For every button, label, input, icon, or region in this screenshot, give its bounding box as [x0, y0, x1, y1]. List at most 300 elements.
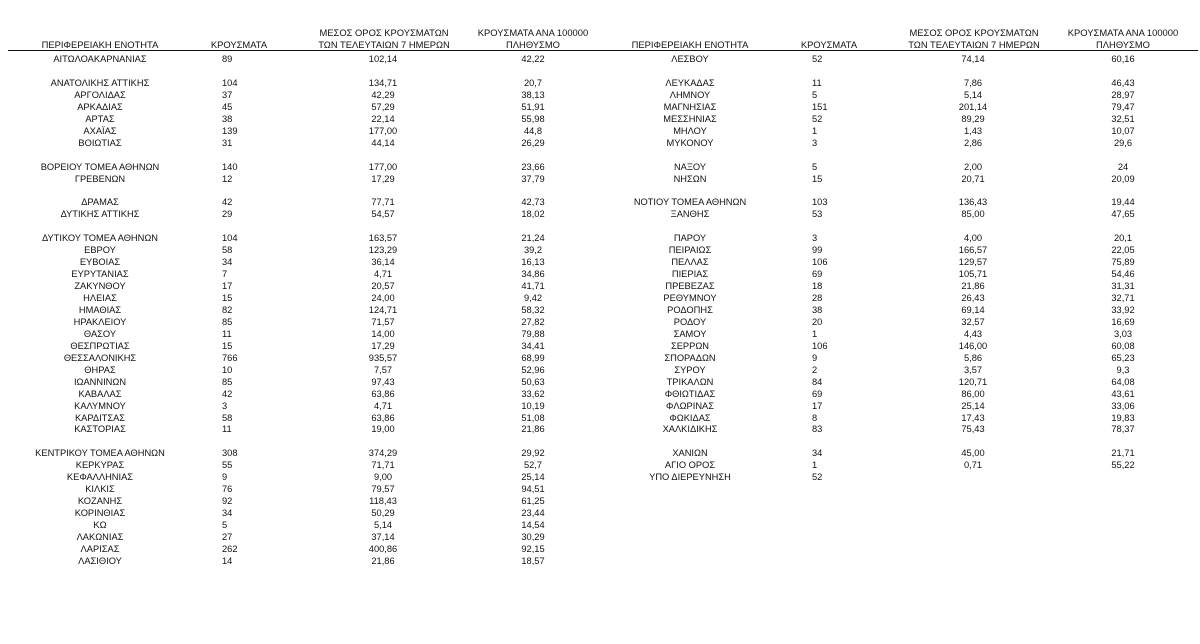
- table-row: [598, 423, 1198, 435]
- cell-per100k: 94,51: [521, 484, 545, 495]
- table-row: [598, 244, 1198, 256]
- cell-avg7: 163,57: [368, 233, 398, 244]
- cell-name: ΜΗΛΟΥ: [673, 125, 707, 136]
- table-row: [8, 316, 608, 328]
- cell-name: ΑΡΤΑΣ: [85, 113, 115, 124]
- cell-avg7: 3,57: [963, 364, 983, 375]
- table-row: [8, 483, 608, 495]
- cell-cases: 82: [222, 304, 233, 315]
- cell-cases: 3: [222, 400, 228, 411]
- cell-cases: 10: [222, 364, 233, 375]
- table-row: [8, 435, 608, 447]
- table-row: [598, 101, 1198, 113]
- cell-name: ΑΙΤΩΛΟΑΚΑΡΝΑΝΙΑΣ: [53, 54, 147, 64]
- cell-avg7: 4,71: [373, 400, 393, 411]
- cell-avg7: 32,57: [961, 316, 985, 327]
- cell-cases: 38: [812, 304, 823, 315]
- cell-name: ΑΝΑΤΟΛΙΚΗΣ ΑΤΤΙΚΗΣ: [50, 77, 150, 88]
- cell-cases: 69: [812, 269, 823, 280]
- cell-per100k: 3,03: [1113, 328, 1133, 339]
- table-row: [8, 459, 608, 471]
- cell-cases: 15: [222, 293, 233, 303]
- cell-name: ΠΕΙΡΑΙΩΣ: [668, 245, 712, 256]
- cell-cases: 11: [812, 77, 822, 88]
- cell-name: ΜΑΓΝΗΣΙΑΣ: [663, 101, 717, 112]
- cell-name: ΚΑΡΔΙΤΣΑΣ: [74, 412, 126, 423]
- cell-avg7: 86,00: [961, 388, 985, 399]
- table-row: [8, 471, 608, 483]
- cell-cases: 53: [812, 209, 823, 220]
- cell-name: ΞΑΝΘΗΣ: [670, 209, 710, 220]
- header-rule: [8, 50, 608, 51]
- cell-cases: 104: [222, 233, 238, 244]
- cell-avg7: 935,57: [368, 352, 398, 363]
- cell-cases: 58: [222, 412, 233, 423]
- cell-name: ΚΟΖΑΝΗΣ: [77, 496, 123, 507]
- cell-avg7: 50,29: [371, 508, 395, 519]
- cell-per100k: 47,65: [1111, 209, 1135, 220]
- cell-per100k: 33,92: [1111, 304, 1135, 315]
- cell-cases: 52: [812, 472, 823, 483]
- cell-name: ΡΟΔΟΥ: [673, 316, 707, 327]
- cell-per100k: 92,15: [521, 543, 545, 554]
- cell-avg7: 400,86: [368, 543, 398, 554]
- cell-cases: 3: [812, 233, 818, 244]
- cell-name: ΥΠΟ ΔΙΕΡΕΥΝΗΣΗ: [649, 472, 731, 483]
- cell-avg7: 166,57: [958, 245, 988, 256]
- table-row: [8, 232, 608, 244]
- table-header: [598, 24, 1198, 50]
- cell-name: ΚΕΦΑΛΛΗΝΙΑΣ: [66, 472, 134, 483]
- table-row: [8, 507, 608, 519]
- cell-per100k: 10,07: [1111, 125, 1135, 136]
- cell-cases: 42: [222, 197, 233, 208]
- cell-cases: 17: [222, 281, 233, 292]
- cell-per100k: 52,7: [523, 460, 543, 471]
- cell-name: ΝΟΤΙΟΥ ΤΟΜΕΑ ΑΘΗΝΩΝ: [633, 197, 747, 208]
- cell-cases: 28: [812, 293, 823, 303]
- cell-name: ΗΛΕΙΑΣ: [83, 293, 117, 303]
- cell-avg7: 4,71: [373, 269, 393, 280]
- table-row: [8, 184, 608, 196]
- cell-name: ΦΘΙΩΤΙΔΑΣ: [664, 388, 716, 399]
- cell-name: ΦΛΩΡΙΝΑΣ: [665, 400, 715, 411]
- cell-per100k: 20,7: [523, 77, 543, 88]
- cell-name: ΓΡΕΒΕΝΩΝ: [74, 173, 126, 184]
- cell-per100k: 33,62: [521, 388, 545, 399]
- cell-per100k: 79,47: [1111, 101, 1135, 112]
- cell-avg7: 14,00: [371, 328, 395, 339]
- table-row: [8, 328, 608, 340]
- cell-name: ΡΕΘΥΜΝΟΥ: [663, 293, 717, 303]
- cell-cases: 11: [222, 328, 232, 339]
- cell-name: ΧΑΛΚΙΔΙΚΗΣ: [662, 424, 718, 435]
- cell-per100k: 10,19: [521, 400, 545, 411]
- cell-per100k: 29,92: [521, 448, 545, 459]
- cell-per100k: 23,44: [521, 508, 545, 519]
- cell-cases: 69: [812, 388, 823, 399]
- cell-per100k: 50,63: [521, 376, 545, 387]
- cell-per100k: 9,42: [523, 293, 543, 303]
- cell-name: ΑΡΚΑΔΙΑΣ: [77, 101, 123, 112]
- cell-cases: 5: [222, 520, 228, 531]
- cell-name: ΚΑΛΥΜΝΟΥ: [74, 400, 126, 411]
- cell-per100k: 78,37: [1111, 424, 1135, 435]
- table-header: [8, 24, 608, 50]
- cell-per100k: 21,86: [521, 424, 545, 435]
- cell-per100k: 38,13: [521, 89, 545, 100]
- cell-name: ΚΕΝΤΡΙΚΟΥ ΤΟΜΕΑ ΑΘΗΝΩΝ: [35, 448, 165, 459]
- cell-name: ΑΓΙΟ ΟΡΟΣ: [664, 460, 716, 471]
- table-row: [598, 376, 1198, 388]
- table-row: [598, 232, 1198, 244]
- cell-cases: 37: [222, 89, 233, 100]
- cell-cases: 15: [222, 340, 233, 351]
- table-row: [8, 149, 608, 161]
- table-row: [8, 531, 608, 543]
- table-row: [8, 173, 608, 185]
- table-row: [598, 447, 1198, 459]
- cell-avg7: 4,00: [963, 233, 983, 244]
- cell-per100k: 54,46: [1111, 269, 1135, 280]
- table-row: [598, 388, 1198, 400]
- cell-avg7: 2,00: [963, 161, 983, 172]
- cell-avg7: 177,00: [368, 161, 398, 172]
- cell-name: ΚΟΡΙΝΘΙΑΣ: [74, 508, 126, 519]
- table-row: [598, 280, 1198, 292]
- cell-avg7: 37,14: [371, 532, 395, 542]
- table-row: [598, 77, 1198, 89]
- table-row: [8, 113, 608, 125]
- cell-avg7: 7,57: [373, 364, 393, 375]
- cell-name: ΛΑΡΙΣΑΣ: [80, 543, 120, 554]
- cell-name: ΚΙΛΚΙΣ: [85, 484, 115, 495]
- cell-per100k: 22,05: [1111, 245, 1135, 256]
- table-row: [598, 435, 1198, 447]
- cell-name: ΜΥΚΟΝΟΥ: [666, 137, 714, 148]
- table-row: [8, 400, 608, 412]
- cell-per100k: 16,13: [521, 257, 545, 268]
- table-row: [598, 220, 1198, 232]
- table-row: [8, 208, 608, 220]
- cell-cases: 106: [812, 257, 828, 268]
- header-rule: [598, 50, 1198, 51]
- table-row: [8, 101, 608, 113]
- table-row: [8, 340, 608, 352]
- cell-per100k: 37,79: [521, 173, 545, 184]
- cell-cases: 15: [812, 173, 823, 184]
- cell-name: ΗΜΑΘΙΑΣ: [78, 304, 122, 315]
- table-row: [8, 125, 608, 137]
- cell-cases: 9: [812, 352, 818, 363]
- cell-avg7: 136,43: [958, 197, 988, 208]
- cell-per100k: 39,2: [523, 245, 543, 256]
- cell-avg7: 17,29: [371, 173, 395, 184]
- table-row: [8, 89, 608, 101]
- cell-per100k: 34,41: [521, 340, 545, 351]
- table-row: [598, 173, 1198, 185]
- table-row: [598, 184, 1198, 196]
- cell-cases: 103: [812, 197, 828, 208]
- cell-per100k: 26,29: [521, 137, 545, 148]
- cell-per100k: 30,29: [521, 532, 545, 542]
- cell-name: ΔΥΤΙΚΟΥ ΤΟΜΕΑ ΑΘΗΝΩΝ: [41, 233, 159, 244]
- cell-cases: 99: [812, 245, 823, 256]
- table-row: [598, 304, 1198, 316]
- cell-name: ΑΡΓΟΛΙΔΑΣ: [74, 89, 126, 100]
- cell-avg7: 77,71: [371, 197, 395, 208]
- cell-name: ΒΟΙΩΤΙΑΣ: [78, 137, 122, 148]
- cell-cases: 92: [222, 496, 233, 507]
- cell-avg7: 79,57: [371, 484, 395, 495]
- cell-cases: 31: [222, 137, 233, 148]
- cell-name: ΗΡΑΚΛΕΙΟΥ: [73, 316, 127, 327]
- cell-cases: 85: [222, 316, 233, 327]
- cell-cases: 76: [222, 484, 233, 495]
- cell-avg7: 36,14: [371, 257, 395, 268]
- cell-name: ΒΟΡΕΙΟΥ ΤΟΜΕΑ ΑΘΗΝΩΝ: [40, 161, 160, 172]
- table-row: [8, 519, 608, 531]
- cell-cases: 1: [812, 328, 818, 339]
- cell-name: ΣΥΡΟΥ: [674, 364, 706, 375]
- cell-avg7: 118,43: [369, 496, 397, 507]
- cell-per100k: 75,89: [1111, 257, 1135, 268]
- cell-cases: 12: [222, 173, 233, 184]
- cell-avg7: 2,86: [963, 137, 983, 148]
- cell-avg7: 177,00: [368, 125, 398, 136]
- cell-name: ΕΥΡΥΤΑΝΙΑΣ: [71, 269, 129, 280]
- table-row: [598, 400, 1198, 412]
- cell-avg7: 71,57: [371, 316, 395, 327]
- header-per100k: ΚΡΟΥΣΜΑΤΑ ΑΝΑ 100000 ΠΛΗΘΥΣΜΟ: [1067, 27, 1179, 50]
- cell-name: ΔΡΑΜΑΣ: [81, 197, 119, 208]
- cell-name: ΣΑΜΟΥ: [673, 328, 707, 339]
- cell-avg7: 69,14: [961, 304, 985, 315]
- cell-cases: 52: [812, 54, 823, 64]
- cell-cases: 42: [222, 388, 233, 399]
- table-row: [598, 340, 1198, 352]
- cell-avg7: 134,71: [368, 77, 398, 88]
- cell-per100k: 33,06: [1111, 400, 1135, 411]
- cell-per100k: 14,54: [521, 520, 545, 531]
- table-row: [8, 161, 608, 173]
- cell-avg7: 63,86: [371, 388, 395, 399]
- cell-name: ΚΕΡΚΥΡΑΣ: [75, 460, 125, 471]
- cell-per100k: 65,23: [1111, 352, 1135, 363]
- cell-name: ΛΗΜΝΟΥ: [669, 89, 711, 100]
- table-row: [598, 196, 1198, 208]
- cell-avg7: 89,29: [961, 113, 985, 124]
- table-row: [598, 208, 1198, 220]
- cell-cases: 11: [222, 424, 232, 435]
- table-row: [8, 53, 608, 65]
- cell-avg7: 54,57: [371, 209, 395, 220]
- cell-avg7: 57,29: [371, 101, 395, 112]
- cell-name: ΚΩ: [93, 520, 107, 531]
- cell-cases: 9: [222, 472, 228, 483]
- table-row: [8, 196, 608, 208]
- cell-cases: 27: [222, 532, 233, 542]
- cell-avg7: 1,43: [963, 125, 983, 136]
- cell-cases: 14: [222, 555, 233, 566]
- cell-name: ΔΥΤΙΚΗΣ ΑΤΤΙΚΗΣ: [60, 209, 140, 220]
- cell-per100k: 21,24: [521, 233, 545, 244]
- cell-cases: 20: [812, 316, 823, 327]
- header-per100k: ΚΡΟΥΣΜΑΤΑ ΑΝΑ 100000 ΠΛΗΘΥΣΜΟ: [477, 27, 589, 50]
- cell-cases: 7: [222, 269, 228, 280]
- header-area: ΠΕΡΙΦΕΡΕΙΑΚΗ ΕΝΟΤΗΤΑ: [631, 38, 749, 50]
- table-row: [598, 328, 1198, 340]
- cell-name: ΦΩΚΙΔΑΣ: [669, 412, 711, 423]
- table-row: [8, 220, 608, 232]
- cell-per100k: 16,69: [1111, 316, 1135, 327]
- cell-per100k: 34,86: [521, 269, 545, 280]
- cell-avg7: 374,29: [368, 448, 398, 459]
- cell-per100k: 24: [1117, 161, 1129, 172]
- cell-avg7: 24,00: [371, 293, 395, 303]
- cell-name: ΙΩΑΝΝΙΝΩΝ: [73, 376, 127, 387]
- cell-name: ΠΕΛΛΑΣ: [671, 257, 709, 268]
- cell-per100k: 31,31: [1111, 281, 1135, 292]
- cell-per100k: 46,43: [1111, 77, 1135, 88]
- table-row: [8, 364, 608, 376]
- table-row: [8, 555, 608, 567]
- cell-avg7: 85,00: [961, 209, 985, 220]
- cell-name: ΘΗΡΑΣ: [84, 364, 116, 375]
- cell-per100k: 52,96: [521, 364, 545, 375]
- cell-name: ΛΕΥΚΑΔΑΣ: [665, 77, 715, 88]
- cell-per100k: 32,51: [1111, 113, 1135, 124]
- cell-avg7: 25,14: [961, 400, 985, 411]
- cell-name: ΑΧΑΪΑΣ: [83, 125, 117, 136]
- cell-avg7: 123,29: [368, 245, 398, 256]
- cell-cases: 34: [812, 448, 823, 459]
- cell-avg7: 146,00: [958, 340, 988, 351]
- cell-per100k: 27,82: [521, 316, 545, 327]
- cell-per100k: 25,14: [521, 472, 545, 483]
- table-row: [598, 125, 1198, 137]
- cell-cases: 308: [222, 448, 238, 459]
- cell-per100k: 9,3: [1116, 364, 1130, 375]
- cell-name: ΘΕΣΣΑΛΟΝΙΚΗΣ: [63, 352, 137, 363]
- table-row: [598, 316, 1198, 328]
- table-row: [8, 65, 608, 77]
- table-row: [8, 388, 608, 400]
- cell-name: ΘΑΣΟΥ: [83, 328, 117, 339]
- table-row: [8, 543, 608, 555]
- cell-avg7: 5,14: [373, 520, 393, 531]
- cell-name: ΜΕΣΣΗΝΙΑΣ: [663, 113, 717, 124]
- table-row: [598, 292, 1198, 304]
- cell-name: ΛΑΚΩΝΙΑΣ: [76, 532, 124, 542]
- cell-per100k: 28,97: [1111, 89, 1135, 100]
- cell-per100k: 42,73: [521, 197, 545, 208]
- table-row: [8, 268, 608, 280]
- cell-name: ΛΑΣΙΘΙΟΥ: [78, 555, 122, 566]
- table-row: [8, 376, 608, 388]
- cell-avg7: 201,14: [958, 101, 988, 112]
- cell-cases: 151: [812, 101, 828, 112]
- cell-per100k: 21,71: [1111, 448, 1135, 459]
- cell-cases: 55: [222, 460, 233, 471]
- cell-cases: 34: [222, 508, 233, 519]
- table-row: [8, 352, 608, 364]
- cell-per100k: 43,61: [1111, 388, 1135, 399]
- cell-cases: 38: [222, 113, 233, 124]
- cell-cases: 104: [222, 77, 238, 88]
- cell-name: ΚΑΒΑΛΑΣ: [78, 388, 122, 399]
- cell-name: ΝΗΣΩΝ: [673, 173, 707, 184]
- table-row: [598, 268, 1198, 280]
- cell-avg7: 97,43: [371, 376, 395, 387]
- cell-cases: 34: [222, 257, 233, 268]
- cell-avg7: 120,71: [958, 376, 988, 387]
- cell-cases: 5: [812, 161, 818, 172]
- cell-cases: 5: [812, 89, 818, 100]
- cell-name: ΡΟΔΟΠΗΣ: [667, 304, 713, 315]
- cell-avg7: 5,86: [963, 352, 983, 363]
- cell-per100k: 20,09: [1111, 173, 1135, 184]
- cell-avg7: 4,43: [963, 328, 983, 339]
- cell-per100k: 18,57: [521, 555, 545, 566]
- cell-avg7: 75,43: [961, 424, 985, 435]
- cell-cases: 85: [222, 376, 233, 387]
- cell-name: ΠΡΕΒΕΖΑΣ: [665, 281, 715, 292]
- cell-avg7: 17,43: [961, 412, 985, 423]
- table-row: [598, 113, 1198, 125]
- table-row: [8, 304, 608, 316]
- cell-cases: 3: [812, 137, 818, 148]
- table-row: [598, 65, 1198, 77]
- cell-cases: 106: [812, 340, 828, 351]
- cell-name: ΕΒΡΟΥ: [84, 245, 116, 256]
- table-row: [598, 364, 1198, 376]
- cell-avg7: 22,14: [371, 113, 395, 124]
- cell-cases: 29: [222, 209, 233, 220]
- table-row: [8, 256, 608, 268]
- header-avg7: ΜΕΣΟΣ ΟΡΟΣ ΚΡΟΥΣΜΑΤΩΝ ΤΩΝ ΤΕΛΕΥΤΑΙΩΝ 7 ΗΜΕΡΩΝ: [908, 27, 1040, 50]
- cell-cases: 262: [222, 543, 238, 554]
- table-row: [8, 495, 608, 507]
- cell-cases: 1: [812, 460, 818, 471]
- cell-avg7: 71,71: [371, 460, 395, 471]
- cell-per100k: 61,25: [521, 496, 545, 507]
- cell-avg7: 17,29: [371, 340, 395, 351]
- cell-avg7: 45,00: [961, 448, 985, 459]
- cell-per100k: 68,99: [521, 352, 545, 363]
- cell-per100k: 44,8: [523, 125, 543, 136]
- cell-cases: 8: [812, 412, 818, 423]
- cell-avg7: 74,14: [961, 54, 985, 64]
- cell-avg7: 63,86: [371, 412, 395, 423]
- cell-avg7: 20,57: [371, 281, 395, 292]
- table-row: [598, 471, 1198, 483]
- cell-cases: 766: [222, 352, 238, 363]
- cell-cases: 139: [222, 125, 238, 136]
- cell-per100k: 41,71: [521, 281, 545, 292]
- cell-per100k: 55,22: [1111, 460, 1135, 471]
- cell-avg7: 20,71: [961, 173, 985, 184]
- cell-name: ΣΠΟΡΑΔΩΝ: [664, 352, 716, 363]
- cell-avg7: 21,86: [371, 555, 395, 566]
- cell-per100k: 79,88: [521, 328, 545, 339]
- table-row: [8, 77, 608, 89]
- cell-avg7: 9,00: [373, 472, 393, 483]
- cell-per100k: 60,08: [1111, 340, 1135, 351]
- table-row: [8, 244, 608, 256]
- cell-avg7: 19,00: [371, 424, 395, 435]
- table-row: [598, 89, 1198, 101]
